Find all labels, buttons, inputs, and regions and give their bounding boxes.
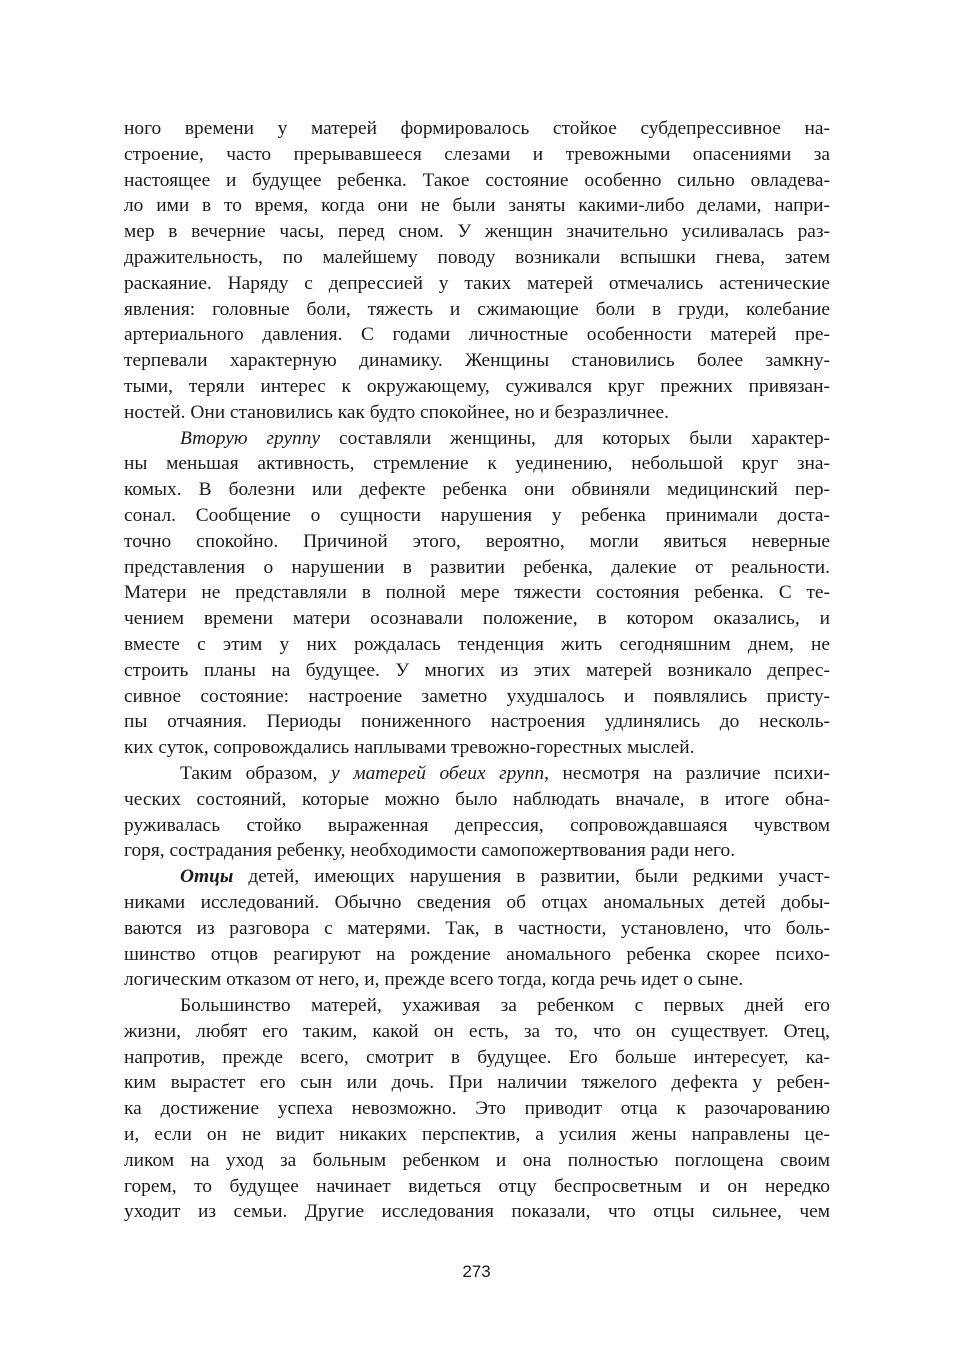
text-line xyxy=(124,142,830,168)
text-line xyxy=(124,890,830,916)
text-line xyxy=(124,864,830,890)
text-segment: логическим отказом от него, и, прежде всего тогда, когда речь идет о сыне. xyxy=(124,969,744,991)
text-line xyxy=(124,838,830,864)
text-segment: чением времени матери осознавали положение, в котором оказались, и xyxy=(124,608,830,630)
text-line xyxy=(124,1122,830,1148)
text-segment: сивное состояние: настроение заметно ухудшалось и появлялись присту- xyxy=(124,685,830,707)
text-line xyxy=(124,400,830,426)
text-line xyxy=(124,219,830,245)
text-line xyxy=(124,993,830,1019)
text-line xyxy=(124,193,830,219)
text-segment: детей, имеющих нарушения в развитии, были редкими участ- xyxy=(233,866,830,888)
text-line xyxy=(124,632,830,658)
text-line xyxy=(124,1070,830,1096)
text-segment: ка достижение успеха невозможно. Это приводит отца к разочарованию xyxy=(124,1098,830,1120)
text-segment: терпевали характерную динамику. Женщины становились более замкну- xyxy=(124,350,830,372)
emphasized-text: у матерей обеих групп xyxy=(331,762,545,784)
text-segment: жизни, любят его таким, какой он есть, за то, что он существует. Отец, xyxy=(124,1020,830,1042)
page-body xyxy=(124,116,830,1225)
text-segment: тыми, теряли интерес к окружающему, суживался круг прежних привязан- xyxy=(124,375,830,397)
text-segment: вместе с этим у них рождалась тенденция жить сегодняшним днем, не xyxy=(124,633,830,655)
text-segment: шинство отцов реагируют на рождение аномального ребенка скорее психо- xyxy=(124,943,830,965)
text-line xyxy=(124,555,830,581)
text-line xyxy=(124,1096,830,1122)
text-segment: ностей. Они становились как будто спокойнее, но и безразличнее. xyxy=(124,401,669,423)
text-segment: комых. В болезни или дефекте ребенка они обвиняли медицинский пер- xyxy=(124,479,830,501)
text-line xyxy=(124,1045,830,1071)
text-segment: Большинство матерей, ухаживая за ребенком с первых дней его xyxy=(180,995,830,1017)
text-line xyxy=(124,271,830,297)
text-line xyxy=(124,735,830,761)
paragraph xyxy=(124,116,830,426)
text-line xyxy=(124,297,830,323)
text-line xyxy=(124,813,830,839)
text-segment: мер в вечерние часы, перед сном. У женщин значительно усиливалась раз- xyxy=(124,221,830,243)
text-line xyxy=(124,967,830,993)
text-segment: и, если он не видит никаких перспектив, а усилия жены направлены це- xyxy=(124,1124,830,1146)
text-line xyxy=(124,451,830,477)
text-line xyxy=(124,245,830,271)
text-line xyxy=(124,916,830,942)
text-line xyxy=(124,322,830,348)
text-line xyxy=(124,374,830,400)
text-line xyxy=(124,606,830,632)
text-segment: горя, сострадания ребенку, необходимости самопожертвования ради него. xyxy=(124,840,736,862)
text-segment: уходит из семьи. Другие исследования показали, что отцы сильнее, чем xyxy=(124,1201,830,1223)
text-segment: точно спокойно. Причиной этого, вероятно, могли явиться неверные xyxy=(124,530,830,552)
text-segment: , несмотря на различие психи- xyxy=(544,762,830,784)
page-number: 273 xyxy=(462,1262,491,1281)
text-segment: строение, часто прерывавшееся слезами и тревожными опасениями за xyxy=(124,143,830,165)
text-line xyxy=(124,684,830,710)
paragraph xyxy=(124,864,830,993)
text-line xyxy=(124,1174,830,1200)
emphasized-text: Отцы xyxy=(180,866,234,888)
text-segment: явления: головные боли, тяжесть и сжимающие боли в груди, колебание xyxy=(124,298,830,320)
text-segment: ким вырастет его сын или дочь. При наличии тяжелого дефекта у ребен- xyxy=(124,1072,830,1094)
text-line xyxy=(124,787,830,813)
text-segment: напротив, прежде всего, смотрит в будущее. Его больше интересует, ка- xyxy=(124,1046,830,1068)
text-segment: представления о нарушении в развитии ребенка, далекие от реальности. xyxy=(124,556,830,578)
paragraph xyxy=(124,761,830,864)
text-segment: сонал. Сообщение о сущности нарушения у ребенка принимали доста- xyxy=(124,504,830,526)
text-line xyxy=(124,942,830,968)
text-segment: ческих состояний, которые можно было наблюдать вначале, в итоге обна- xyxy=(124,788,830,810)
text-line xyxy=(124,348,830,374)
text-line xyxy=(124,503,830,529)
text-line xyxy=(124,116,830,142)
text-segment: ного времени у матерей формировалось стойкое субдепрессивное на- xyxy=(124,118,830,139)
text-segment: строить планы на будущее. У многих из этих матерей возникало депрес- xyxy=(124,659,830,681)
text-line xyxy=(124,709,830,735)
text-segment: ваются из разговора с матерями. Так, в частности, установлено, что боль- xyxy=(124,917,830,939)
text-segment: составляли женщины, для которых были характер- xyxy=(320,427,830,449)
text-segment: Таким образом, xyxy=(180,762,332,784)
text-line xyxy=(124,1148,830,1174)
text-line xyxy=(124,1019,830,1045)
text-line xyxy=(124,529,830,555)
text-line xyxy=(124,477,830,503)
text-segment: Матери не представляли в полной мере тяжести состояния ребенка. С те- xyxy=(124,582,830,604)
text-segment: дражительность, по малейшему поводу возникали вспышки гнева, затем xyxy=(124,246,830,268)
text-segment: ло ими в то время, когда они не были заняты какими-либо делами, напри- xyxy=(124,195,830,217)
text-segment: настоящее и будущее ребенка. Такое состояние особенно сильно овладева- xyxy=(124,169,830,191)
text-segment: раскаяние. Наряду с депрессией у таких матерей отмечались астенические xyxy=(124,272,830,294)
emphasized-text: Вторую группу xyxy=(180,427,321,449)
text-segment: пы отчаяния. Периоды пониженного настроения удлинялись до несколь- xyxy=(124,711,830,733)
text-segment: артериального давления. С годами личностные особенности матерей пре- xyxy=(124,324,830,346)
text-segment: ны меньшая активность, стремление к уединению, небольшой круг зна- xyxy=(124,453,830,475)
paragraph xyxy=(124,426,830,761)
text-segment: никами исследований. Обычно сведения об отцах аномальных детей добы- xyxy=(124,891,830,913)
text-line xyxy=(124,1199,830,1225)
paragraph xyxy=(124,993,830,1225)
text-segment: горем, то будущее начинает видеться отцу беспросветным и он нередко xyxy=(124,1175,830,1197)
text-segment: руживалась стойко выраженная депрессия, сопровождавшаяся чувством xyxy=(124,814,830,836)
text-line xyxy=(124,426,830,452)
text-line xyxy=(124,761,830,787)
text-segment: ких суток, сопровождались наплывами тревожно-горестных мыслей. xyxy=(124,737,695,759)
text-segment: ликом на уход за больным ребенком и она полностью поглощена своим xyxy=(124,1149,830,1171)
text-line xyxy=(124,580,830,606)
text-line xyxy=(124,658,830,684)
text-line xyxy=(124,168,830,194)
